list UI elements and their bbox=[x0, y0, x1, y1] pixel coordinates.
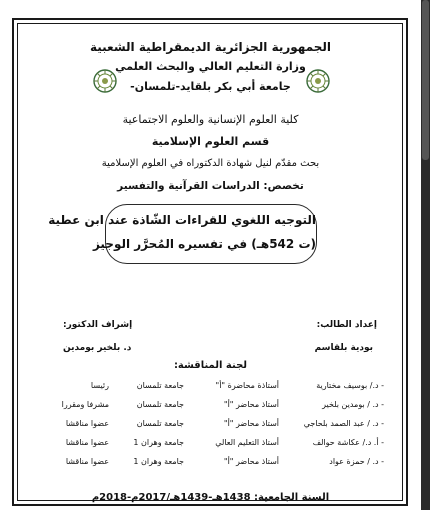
committee-label: لجنة المناقشة: bbox=[173, 360, 248, 371]
member-rank: أستاذ محاضر "أ" bbox=[223, 457, 279, 466]
supervisor-label: إشراف الدكتور: bbox=[63, 320, 133, 330]
table-row bbox=[34, 395, 384, 414]
supervisor-name: د. بلخير بومدين bbox=[63, 343, 132, 353]
university-heading: جامعة أبي بكر بلقايد-تلمسان- bbox=[130, 80, 291, 93]
vertical-scrollbar[interactable] bbox=[421, 0, 430, 510]
table-row bbox=[34, 433, 384, 452]
thesis-title-line-2: (ت 542هـ) في تفسيره المُحرَّر الوجيز bbox=[92, 237, 316, 251]
member-university: جامعة وهران 1 bbox=[133, 457, 184, 466]
member-role: مشرفا ومقررا bbox=[61, 400, 109, 409]
member-university: جامعة تلمسان bbox=[136, 419, 184, 428]
department-heading: قسم العلوم الإسلامية bbox=[151, 135, 270, 148]
table-row bbox=[34, 414, 384, 433]
member-name: - د. / عبد الصمد بلحاجي bbox=[303, 419, 384, 428]
member-rank: أستاذ التعليم العالي bbox=[215, 438, 279, 447]
member-rank: أستاذ محاضر "أ" bbox=[223, 400, 279, 409]
thesis-title-box bbox=[48, 204, 317, 264]
scrollbar-thumb[interactable] bbox=[422, 0, 429, 160]
student-label: إعداد الطالب: bbox=[316, 320, 377, 330]
academic-year: السنة الجامعية: 1438هـ-1439هـ/2017م-2018م bbox=[91, 492, 330, 503]
member-name: - د. / حمزة عواد bbox=[329, 457, 384, 466]
member-university: جامعة وهران 1 bbox=[133, 438, 184, 447]
member-role: عضوا مناقشا bbox=[65, 457, 109, 466]
member-name: - د./ بوسيف مختارية bbox=[316, 381, 384, 390]
student-name: بودية بلقاسم bbox=[314, 343, 373, 353]
member-name: - أ. د./ عكاشة حوالف bbox=[312, 438, 384, 447]
member-university: جامعة تلمسان bbox=[136, 381, 184, 390]
member-role: رئيسا bbox=[90, 381, 109, 390]
member-role: عضوا مناقشا bbox=[65, 438, 109, 447]
member-name: - د. / بومدين بلخير bbox=[322, 400, 384, 409]
member-rank: أستاذة محاضرة "أ" bbox=[215, 381, 279, 390]
member-university: جامعة تلمسان bbox=[136, 400, 184, 409]
ministry-heading: وزارة التعليم العالي والبحث العلمي bbox=[115, 60, 306, 73]
research-description: بحث مقدّم لنيل شهادة الدكتوراه في العلوم الإسلامية bbox=[101, 158, 320, 169]
committee-table bbox=[34, 376, 384, 471]
republic-heading: الجمهورية الجزائرية الديمقراطية الشعبية bbox=[89, 40, 332, 54]
faculty-heading: كلية العلوم الإنسانية والعلوم الاجتماعية bbox=[122, 113, 299, 126]
table-row bbox=[34, 376, 384, 395]
thesis-title-line-1: التوجيه اللغوي للقراءات الشّاذة عند ابن عطية bbox=[48, 213, 316, 227]
specialty-line: تخصص: الدراسات القرآنية والتفسير bbox=[117, 180, 304, 192]
member-rank: أستاذ محاضر "أ" bbox=[223, 419, 279, 428]
member-role: عضوا مناقشا bbox=[65, 419, 109, 428]
table-row bbox=[34, 452, 384, 471]
